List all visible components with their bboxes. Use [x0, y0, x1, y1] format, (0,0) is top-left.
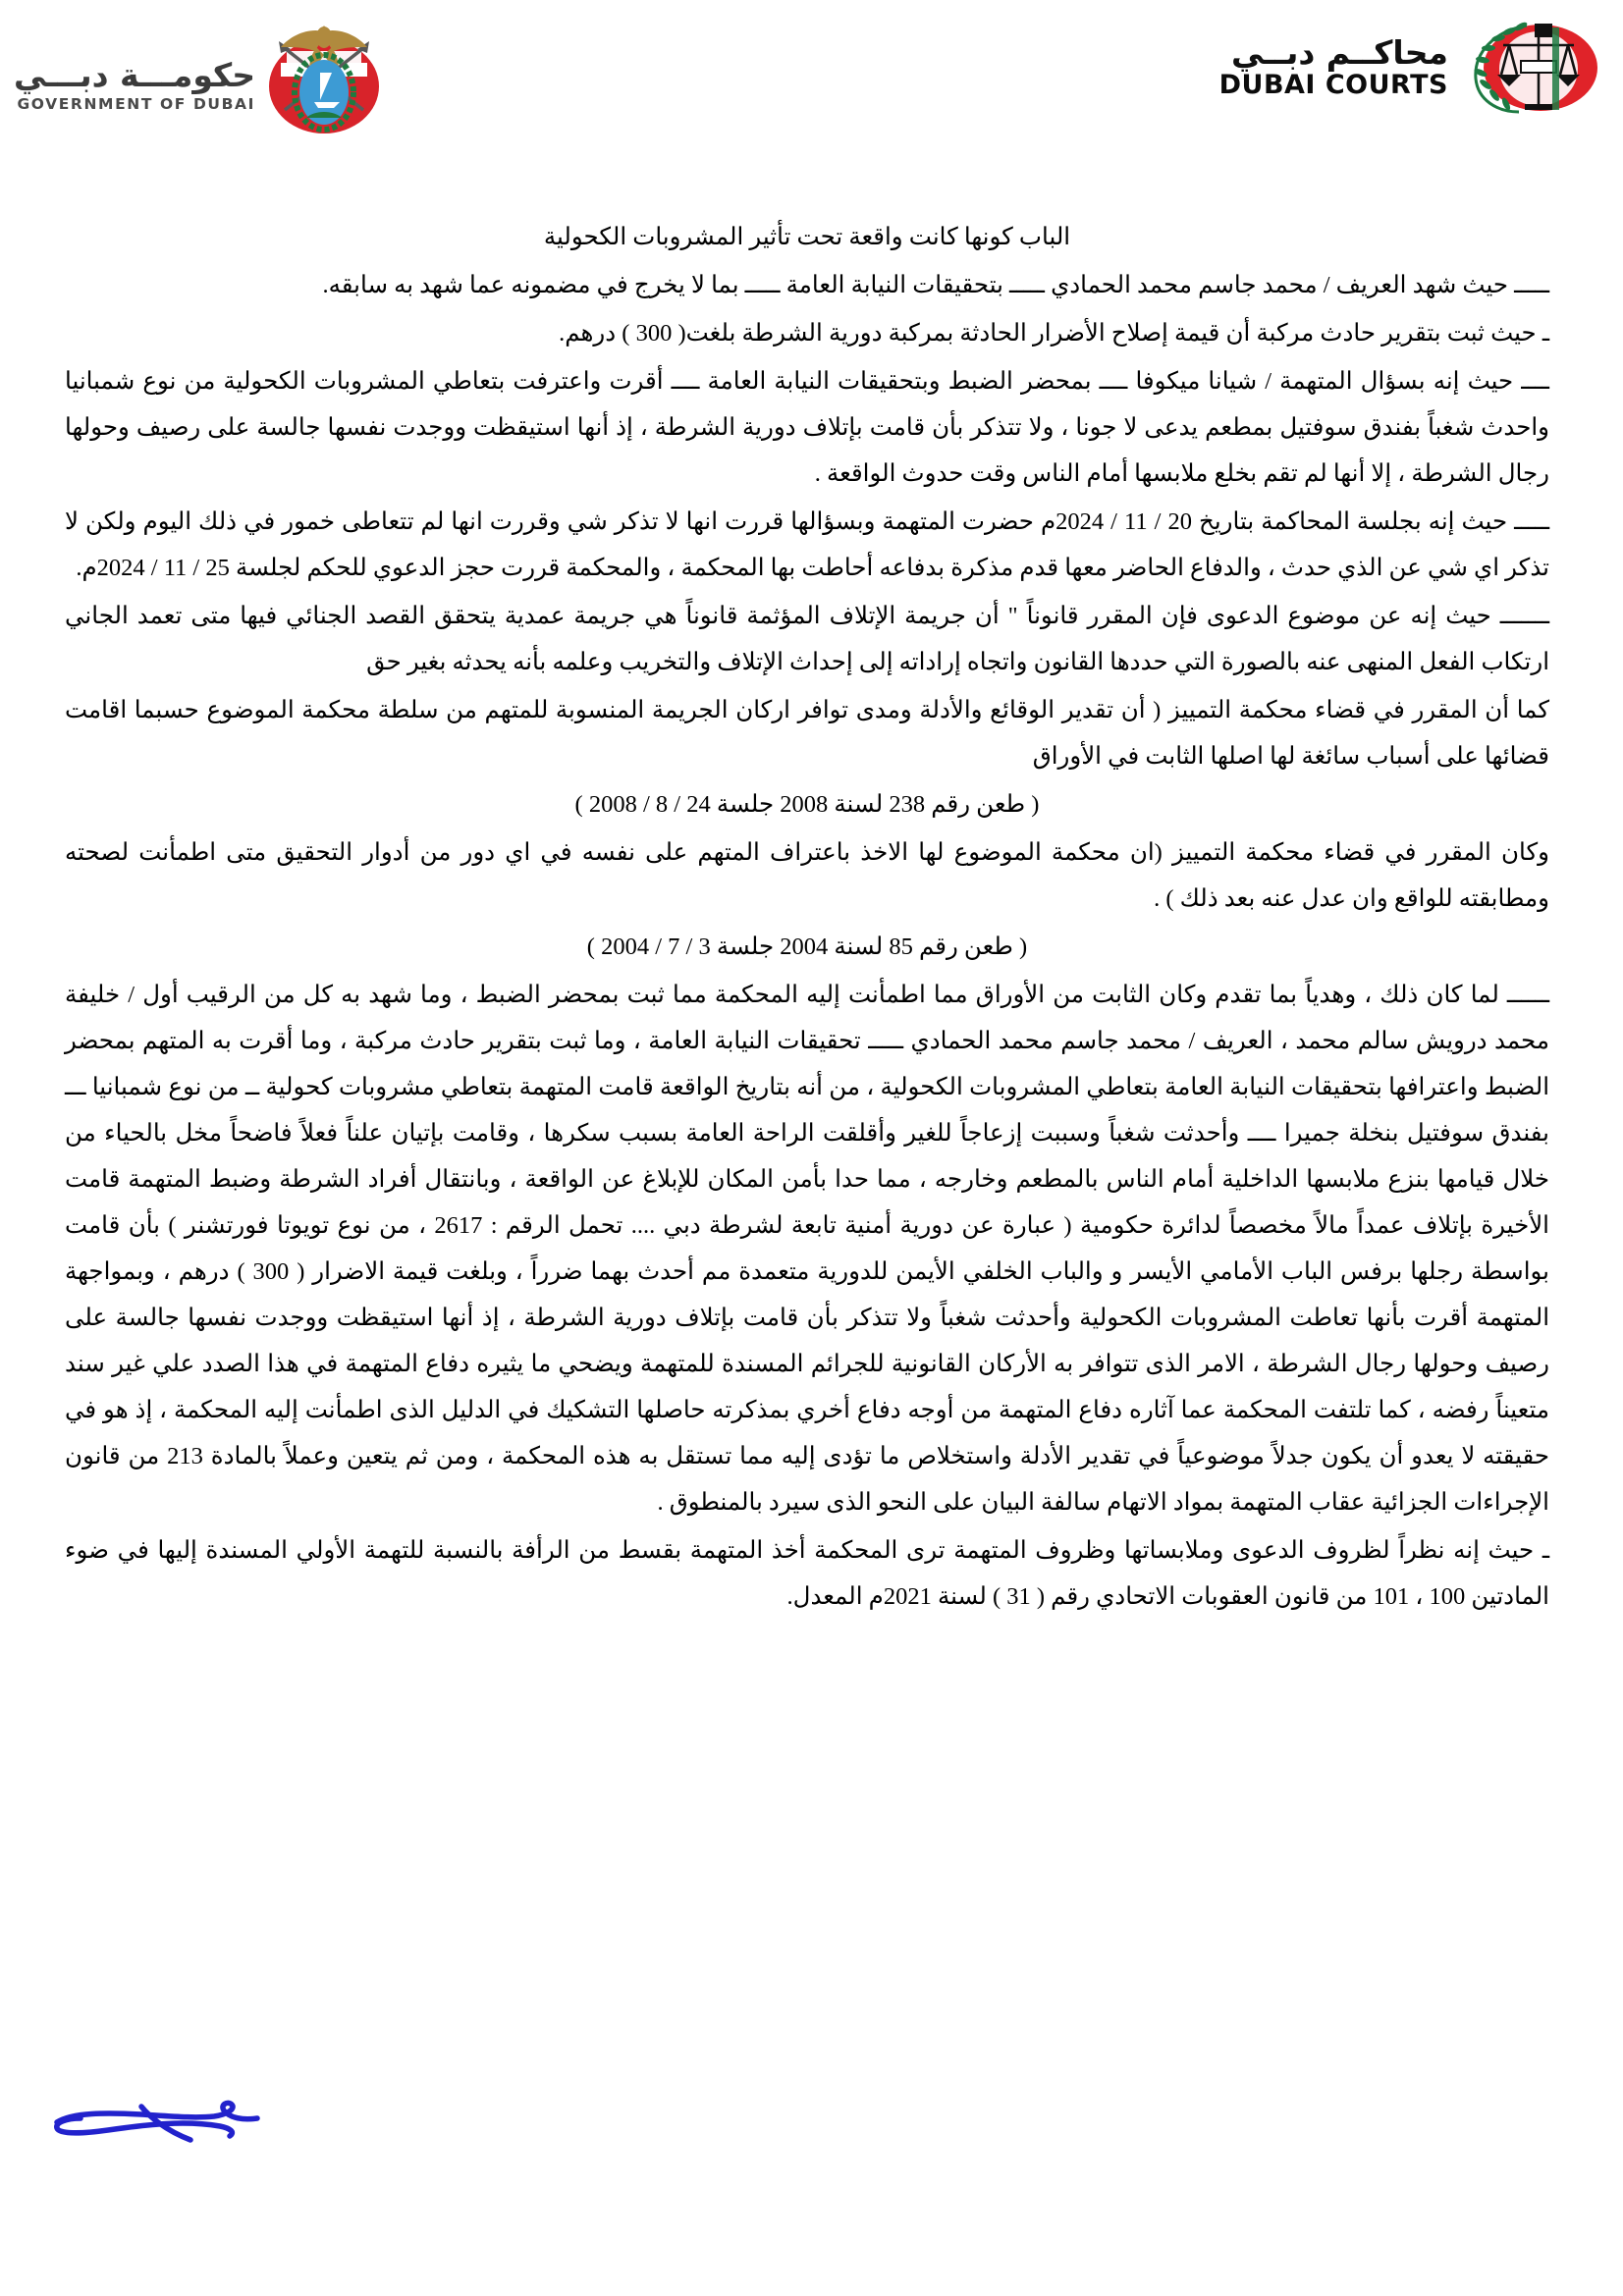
- government-of-dubai-english-text: GOVERNMENT OF DUBAI: [17, 94, 255, 113]
- dubai-courts-english-text: DUBAI COURTS: [1218, 69, 1448, 100]
- dubai-courts-logo: [1219, 14, 1601, 122]
- case-citation: ( طعن رقم 85 لسنة 2004 جلسة 3 / 7 / 2004 ): [586, 934, 1028, 960]
- paragraph: ــــ حيث إنه بسؤال المتهمة / شيانا ميكوفا ــــ بمحضر الضبط وبتحقيقات النيابة العامة ــــ أقرت واعترفت بتعاطي المشروبات الكحولية من نوع شمبانيا واحدث شغباً بفندق سوفتيل بمطعم يدعى لا جونا ، ولا تتذكر بأن قامت بإتلاف دورية الشرطة ، إذ أنها استيقظت ووجدت نفسها جالسة على رصيف وحولها رجال الشرطة ، إلا أنها لم تقم بخلع ملابسها أمام الناس وقت حدوث الواقعة .: [65, 368, 1549, 487]
- paragraph: ـــــ حيث إنه بجلسة المحاكمة بتاريخ 20 / 11 / 2024م حضرت المتهمة وبسؤالها قررت انها لا تذكر شي وقررت انها لم تتعاطى خمور في ذلك اليوم ولكن لا تذكر اي شي عن الذي حدث ، والدفاع الحاضر معها قدم مذكرة بدفاعه أحاطت بها المحكمة ، والمحكمة قررت حجز الدعوي للحكم لجلسة 25 / 11 / 2024م.: [65, 508, 1550, 581]
- dubai-courts-arabic-text: محاكــم دبــي: [1231, 33, 1448, 72]
- dubai-government-emblem-icon: [261, 8, 387, 137]
- paragraph: ـــــ حيث شهد العريف / محمد جاسم محمد الحمادي ـــــ بتحقيقات النيابة العامة ـــــ بما لا يخرج في مضمونه عما شهد به سابقه.: [322, 272, 1549, 298]
- paragraph: الباب كونها كانت واقعة تحت تأثير المشروبات الكحولية: [543, 224, 1071, 250]
- paragraph: ـــــــ حيث إنه عن موضوع الدعوى فإن المقرر قانوناً " أن جريمة الإتلاف المؤثمة قانوناً هي جريمة عمدية يتحقق القصد الجنائي فيها متى تعمد الجاني ارتكاب الفعل المنهى عنه بالصورة التي حددها القانون واتجاه إراداته إلى إحداث الإتلاف والتخريب وعلمه بأنه يحدثه بغير حق: [65, 603, 1549, 675]
- judge-signature: [47, 2089, 302, 2197]
- judgment-body: [65, 214, 1549, 1620]
- dubai-courts-wordmark: [1218, 33, 1448, 100]
- dubai-courts-scales-emblem-icon: [1458, 14, 1601, 122]
- paragraph: ـ حيث ثبت بتقرير حادث مركبة أن قيمة إصلاح الأضرار الحادثة بمركبة دورية الشرطة بلغت( 300 ) درهم.: [559, 320, 1549, 347]
- signature-icon: [47, 2089, 302, 2197]
- government-of-dubai-logo: [14, 8, 387, 137]
- case-citation: ( طعن رقم 238 لسنة 2008 جلسة 24 / 8 / 2008 ): [574, 791, 1040, 818]
- paragraph: ـ حيث إنه نظراً لظروف الدعوى وملابساتها وظروف المتهمة ترى المحكمة أخذ المتهمة بقسط من الرأفة بالنسبة للتهمة الأولي المسندة إليها في ضوء المادتين 100 ، 101 من قانون العقوبات الاتحادي رقم ( 31 ) لسنة 2021م المعدل.: [65, 1537, 1549, 1610]
- government-of-dubai-arabic-text: حكومـــة دبـــي: [14, 55, 255, 94]
- paragraph: وكان المقرر في قضاء محكمة التمييز (ان محكمة الموضوع لها الاخذ باعتراف المتهم على نفسه في اي دور من أدوار التحقيق متى اطمأنت لصحته ومطابقته للواقع وان عدل عنه بعد ذلك ) .: [65, 839, 1549, 912]
- government-of-dubai-wordmark: [14, 32, 255, 114]
- paragraph: كما أن المقرر في قضاء محكمة التمييز ( أن تقدير الوقائع والأدلة ومدى توافر اركان الجريمة المنسوبة للمتهم من سلطة محكمة الموضوع حسبما اقامت قضائها على أسباب سائغة لها اصلها الثابت في الأوراق: [65, 697, 1549, 770]
- letterhead: [0, 0, 1623, 147]
- paragraph: ــــــ لما كان ذلك ، وهدياً بما تقدم وكان الثابت من الأوراق مما اطمأنت إليه المحكمة مما ثبت بمحضر الضبط ، وما شهد به كل من الرقيب أول / خليفة محمد درويش سالم محمد ، العريف / محمد جاسم محمد الحمادي ـــــ تحقيقات النيابة العامة ، وما ثبت بتقرير حادث مركبة ، وما أقرت به المتهم بمحضر الضبط واعترافها بتحقيقات النيابة العامة بتعاطي المشروبات الكحولية ، من أنه بتاريخ الواقعة قامت المتهمة بتعاطي مشروبات كحولية ــ من نوع شمبانيا ـــ بفندق سوفتيل بنخلة جميرا ــــ وأحدثت شغباً وسببت إزعاجاً للغير وأقلقت الراحة العامة بسبب سكرها ، وقامت بإتيان علناً فعلاً فاضحاً مخل بالحياء من خلال قيامها بنزع ملابسها الداخلية أمام الناس بالمطعم وخارجه ، مما حدا بأمن المكان للإبلاغ عن الواقعة ، وبانتقال أفراد الشرطة وضبط المتهمة قامت الأخيرة بإتلاف عمداً مالاً مخصصاً لدائرة حكومية ( عبارة عن دورية أمنية تابعة لشرطة دبي .... تحمل الرقم : 2617 ، من نوع تويوتا فورتشنر ) بأن قامت بواسطة رجلها برفس الباب الأمامي الأيسر و والباب الخلفي الأيمن للدورية متعمدة مم أحدث بهما ضرراً ، وبلغت قيمة الاضرار ( 300 ) درهم ، وبمواجهة المتهمة أقرت بأنها تعاطت المشروبات الكحولية وأحدثت شغباً ولا تتذكر بأن قامت بإتلاف دورية الشرطة ، إذ أنها استيقظت ووجدت نفسها جالسة على رصيف وحولها رجال الشرطة ، الامر الذى تتوافر به الأركان القانونية للجرائم المسندة للمتهمة ويضحي ما يثيره دفاع المتهمة في هذا الصدد علي غير سند متعيناً رفضه ، كما تلتفت المحكمة عما آثاره دفاع المتهمة من أوجه دفاع أخري بمذكرته حاصلها التشكيك في الدليل الذى اطمأنت إليه المحكمة ، إذ هو في حقيقته لا يعدو أن يكون جدلاً موضوعياً في تقدير الأدلة واستخلاص ما تؤدى إليه مما تستقل به هذه المحكمة ، ومن ثم يتعين وعملاً بالمادة 213 من قانون الإجراءات الجزائية عقاب المتهمة بمواد الاتهام سالفة البيان على النحو الذى سيرد بالمنطوق .: [65, 982, 1550, 1516]
